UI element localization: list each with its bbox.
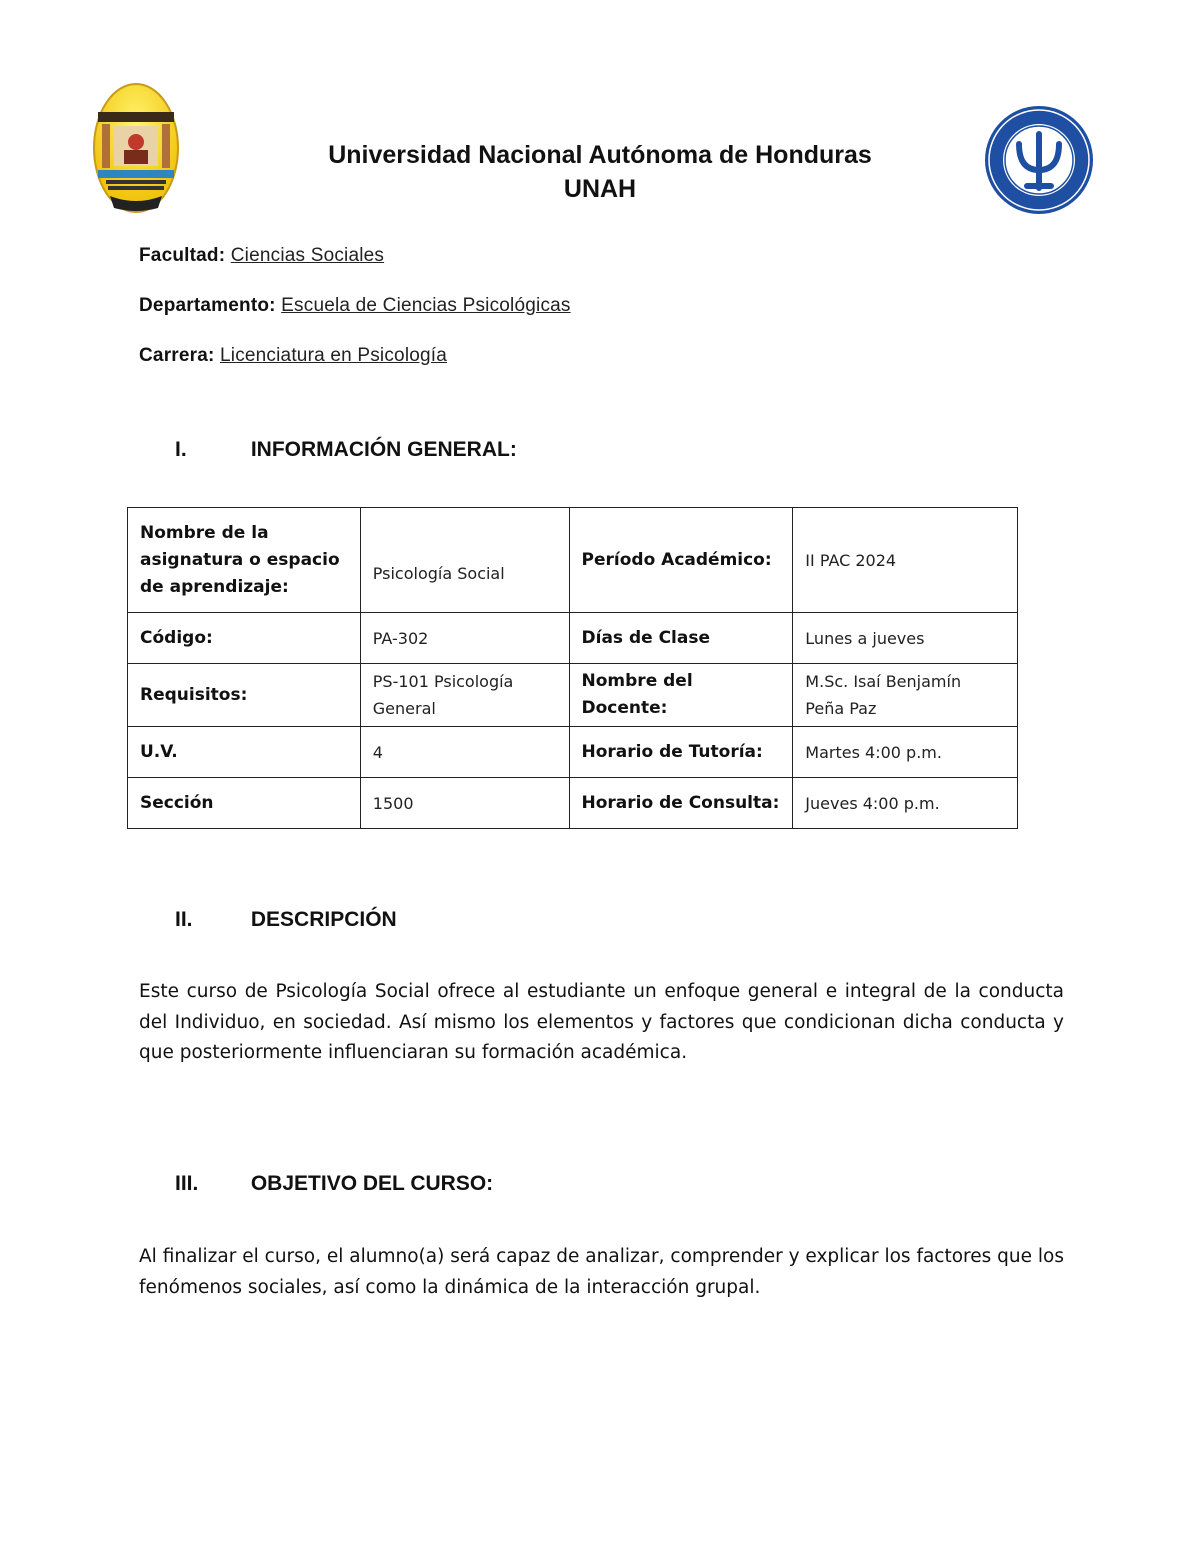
table-cell: Días de Clase	[569, 613, 793, 664]
table-row	[128, 613, 1018, 664]
table-row	[128, 727, 1018, 778]
section-title: DESCRIPCIÓN	[250, 908, 397, 931]
departamento-label: Departamento:	[139, 295, 276, 316]
departamento-value: Escuela de Ciencias Psicológicas	[281, 295, 571, 316]
table-cell: PS-101 Psicología General	[360, 664, 569, 727]
general-info-table	[127, 507, 1018, 829]
section-title: INFORMACIÓN GENERAL:	[250, 438, 517, 461]
table-cell: Horario de Consulta:	[569, 778, 793, 829]
section-number: I.	[175, 438, 187, 461]
table-row	[128, 508, 1018, 613]
description-paragraph: Este curso de Psicología Social ofrece al estudiante un enfoque general e integral de la conducta del Individuo, en sociedad. Así mismo los elementos y factores que condicionan dicha conducta y que posteriormente influenciaran su formación académica.	[139, 981, 1064, 1063]
table-cell: Psicología Social	[360, 508, 569, 613]
table-cell: 4	[360, 727, 569, 778]
carrera-label: Carrera:	[139, 345, 215, 366]
table-row	[128, 778, 1018, 829]
carrera-value: Licenciatura en Psicología	[220, 345, 448, 366]
field-departamento	[139, 295, 571, 317]
field-carrera	[139, 345, 447, 367]
school-crest-icon	[92, 82, 180, 214]
section-title: OBJETIVO DEL CURSO:	[250, 1172, 494, 1195]
facultad-value: Ciencias Sociales	[230, 245, 385, 266]
facultad-label: Facultad:	[139, 245, 226, 266]
field-facultad	[139, 245, 384, 267]
university-acronym: UNAH	[563, 175, 637, 203]
table-cell: Código:	[128, 613, 361, 664]
table-cell: II PAC 2024	[793, 508, 1018, 613]
objective-paragraph: Al finalizar el curso, el alumno(a) será capaz de analizar, comprender y explicar los factores que los fenómenos sociales, así como la dinámica de la interacción grupal.	[139, 1246, 1064, 1298]
table-cell: Nombre de la asignatura o espacio de aprendizaje:	[128, 508, 361, 613]
section-heading-general	[175, 438, 517, 462]
table-cell: M.Sc. Isaí Benjamín Peña Paz	[793, 664, 1018, 727]
table-cell: 1500	[360, 778, 569, 829]
table-cell: U.V.	[128, 727, 361, 778]
section-heading-objective	[175, 1172, 493, 1196]
table-cell: Horario de Tutoría:	[569, 727, 793, 778]
table-cell: Jueves 4:00 p.m.	[793, 778, 1018, 829]
table-cell: PA-302	[360, 613, 569, 664]
table-cell: Sección	[128, 778, 361, 829]
table-cell: Requisitos:	[128, 664, 361, 727]
section-number: III.	[175, 1172, 199, 1195]
table-row	[128, 664, 1018, 727]
table-cell: Nombre del Docente:	[569, 664, 793, 727]
university-name: Universidad Nacional Autónoma de Honduras	[328, 141, 872, 169]
table-cell: Período Académico:	[569, 508, 793, 613]
section-number: II.	[175, 908, 193, 931]
table-cell: Lunes a jueves	[793, 613, 1018, 664]
table-cell: Martes 4:00 p.m.	[793, 727, 1018, 778]
document-title	[200, 138, 1000, 206]
section-heading-description	[175, 908, 397, 932]
